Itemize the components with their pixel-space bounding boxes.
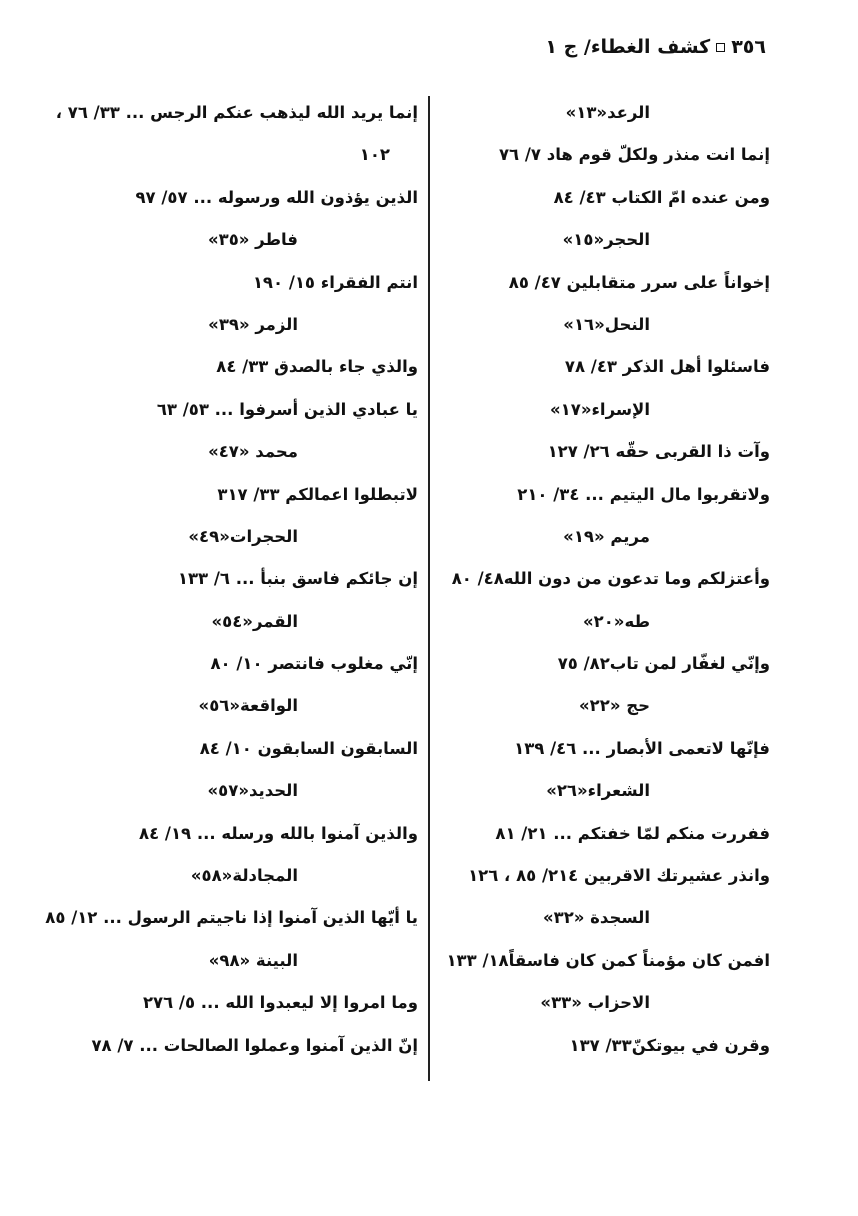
surah-heading: المجادلة«٥٨» (190, 866, 298, 886)
surah-heading: السجدة «٣٢» (542, 908, 650, 928)
verse-entry: إنما يريد الله ليذهب عنكم الرجس ... ٣٣/ ٧٦ ، (55, 103, 418, 122)
column-divider (428, 96, 430, 1081)
verse-entry: فإنّها لاتعمى الأبصار ... ٤٦/ ١٣٩ (514, 738, 770, 758)
verse-entry: ولاتقربوا مال اليتيم ... ٣٤/ ٢١٠ (517, 484, 770, 504)
surah-heading: الحجر«١٥» (562, 230, 650, 250)
verse-entry: وإنّي لغفّار لمن تاب٨٢/ ٧٥ (557, 654, 770, 674)
index-column-right (440, 92, 770, 1067)
surah-heading: النحل«١٦» (563, 314, 650, 334)
verse-entry: إنما انت منذر ولكلّ قوم هاد ٧/ ٧٦ (498, 145, 770, 165)
verse-entry: الذين يؤذون الله ورسوله ... ٥٧/ ٩٧ (135, 187, 418, 207)
surah-heading: مريم «١٩» (563, 526, 650, 546)
surah-heading: الشعراء«٢٦» (546, 781, 650, 801)
surah-heading: الواقعة«٥٦» (198, 696, 298, 716)
verse-entry: وقرن في بيوتكنّ٣٣/ ١٣٧ (569, 1035, 770, 1055)
verse-entry: إن جائكم فاسق بنبأ ... ٦/ ١٣٣ (177, 569, 418, 589)
verse-entry: يا أيّها الذين آمنوا إذا ناجيتم الرسول ... ١٢/ ٨٥ (45, 908, 418, 928)
surah-heading: الحجرات«٤٩» (188, 526, 298, 546)
verse-entry: وآت ذا القربى حقّه ٢٦/ ١٢٧ (547, 442, 770, 462)
surah-heading: حج «٢٢» (578, 696, 650, 716)
verse-entry: افمن كان مؤمناً كمن كان فاسقاً١٨/ ١٣٣ (446, 950, 770, 970)
verse-entry: لاتبطلوا اعمالكم ٣٣/ ٣١٧ (217, 484, 418, 504)
surah-heading: طه«٢٠» (582, 611, 650, 631)
running-title: كشف الغطاء/ ج ١ (545, 36, 711, 58)
verse-entry: السابقون السابقون ١٠/ ٨٤ (199, 738, 418, 758)
surah-heading: الزمر «٣٩» (208, 314, 298, 334)
surah-heading: القمر«٥٤» (211, 611, 298, 631)
verse-entry: وانذر عشيرتك الاقربين ٢١٤/ ٨٥ ، ١٢٦ (468, 866, 770, 886)
verse-entry: إنّي مغلوب فانتصر ١٠/ ٨٠ (210, 654, 418, 674)
surah-heading: الإسراء«١٧» (549, 399, 650, 419)
surah-heading: الحديد«٥٧» (207, 781, 298, 801)
verse-entry: وما امروا إلا ليعبدوا الله ... ٥/ ٢٧٦ (142, 993, 418, 1013)
verse-entry: انتم الفقراء ١٥/ ١٩٠ (252, 272, 418, 292)
verse-entry: ومن عنده امّ الكتاب ٤٣/ ٨٤ (553, 187, 770, 207)
page-number: ٣٥٦ (731, 36, 766, 58)
verse-entry: ١٠٢ (359, 145, 390, 165)
verse-entry: فاسئلوا أهل الذكر ٤٣/ ٧٨ (564, 357, 770, 377)
surah-heading: فاطر «٣٥» (207, 230, 298, 250)
index-column-left (45, 92, 418, 1067)
verse-entry: إخواناً على سرر متقابلين ٤٧/ ٨٥ (508, 272, 770, 292)
verse-entry: والذين آمنوا بالله ورسله ... ١٩/ ٨٤ (139, 823, 418, 843)
verse-entry: وأعتزلكم وما تدعون من دون الله٤٨/ ٨٠ (451, 569, 770, 589)
verse-entry: إنّ الذين آمنوا وعملوا الصالحات ... ٧/ ٧٨ (91, 1035, 418, 1055)
surah-heading: الاحزاب «٣٣» (540, 993, 650, 1013)
surah-heading: الرعد«١٣» (565, 103, 650, 122)
verse-entry: يا عبادي الذين أسرفوا ... ٥٣/ ٦٣ (156, 399, 418, 419)
surah-heading: البينة «٩٨» (208, 950, 298, 970)
square-icon (716, 43, 725, 52)
surah-heading: محمد «٤٧» (208, 442, 298, 462)
page-header (545, 36, 766, 58)
verse-entry: والذي جاء بالصدق ٣٣/ ٨٤ (216, 357, 418, 377)
verse-entry: ففررت منكم لمّا خفتكم ... ٢١/ ٨١ (495, 823, 770, 843)
